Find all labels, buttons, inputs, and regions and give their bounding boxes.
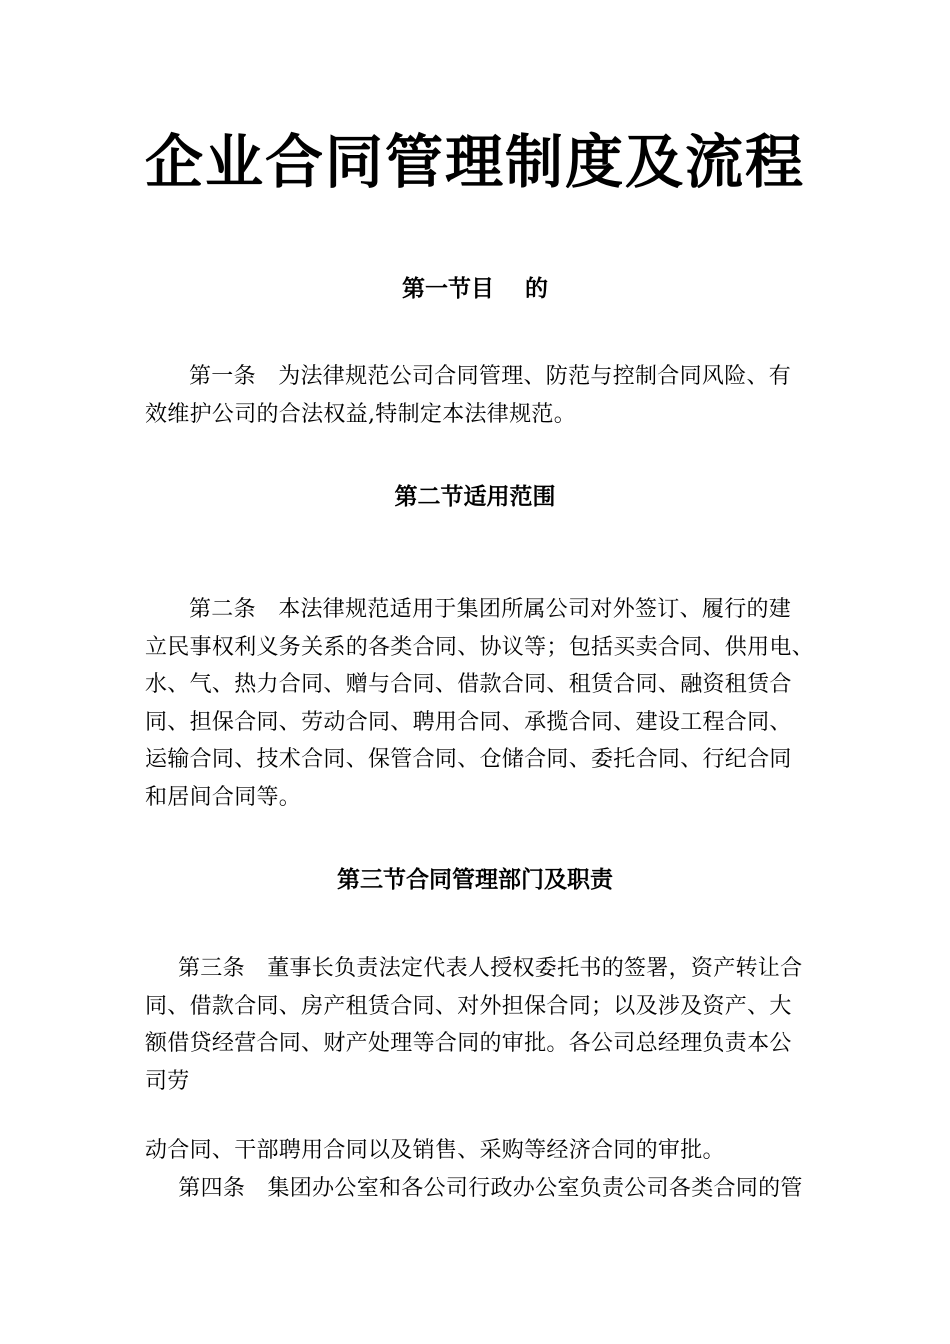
article-3-paragraph bbox=[145, 950, 825, 1100]
paragraph-line: 水、气、热力合同、赠与合同、借款合同、租赁合同、融资租赁合 bbox=[145, 672, 792, 697]
paragraph-line: 第二条 本法律规范适用于集团所属公司对外签订、履行的建 bbox=[189, 597, 792, 622]
paragraph-line: 动合同、干部聘用合同以及销售、采购等经济合同的审批。 bbox=[145, 1138, 725, 1163]
paragraph-line: 司劳 bbox=[145, 1068, 190, 1094]
paragraph-line: 立民事权利义务关系的各类合同、协议等；包括买卖合同、供用电、 bbox=[145, 634, 815, 660]
paragraph-line: 效维护公司的合法权益,特制定本法律规范。 bbox=[145, 401, 576, 427]
paragraph-line: 额借贷经营合同、财产处理等合同的审批。各公司总经理负责本公 bbox=[145, 1031, 792, 1056]
article-4-paragraph bbox=[145, 1132, 825, 1207]
paragraph-line: 第三条 董事长负责法定代表人授权委托书的签署，资产转让合 bbox=[178, 956, 803, 981]
section-heading-scope: 第二节适用范围 bbox=[394, 484, 556, 510]
document-title: 企业合同管理制度及流程 bbox=[144, 128, 805, 196]
section-heading-departments: 第三节合同管理部门及职责 bbox=[337, 867, 613, 893]
paragraph-line: 同、担保合同、劳动合同、聘用合同、承揽合同、建设工程合同、 bbox=[145, 709, 792, 735]
paragraph-line: 第四条 集团办公室和各公司行政办公室负责公司各类合同的管 bbox=[156, 1175, 803, 1201]
paragraph-line: 和居间合同等。 bbox=[145, 784, 302, 810]
article-2-paragraph bbox=[145, 591, 825, 816]
section-heading-purpose: 第一节目 的 bbox=[401, 276, 548, 302]
article-1-paragraph bbox=[145, 358, 825, 433]
paragraph-line: 同、借款合同、房产租赁合同、对外担保合同；以及涉及资产、大 bbox=[145, 993, 792, 1019]
paragraph-line: 运输合同、技术合同、保管合同、仓储合同、委托合同、行纪合同 bbox=[145, 747, 792, 772]
paragraph-line: 第一条 为法律规范公司合同管理、防范与控制合同风险、有 bbox=[189, 364, 792, 389]
